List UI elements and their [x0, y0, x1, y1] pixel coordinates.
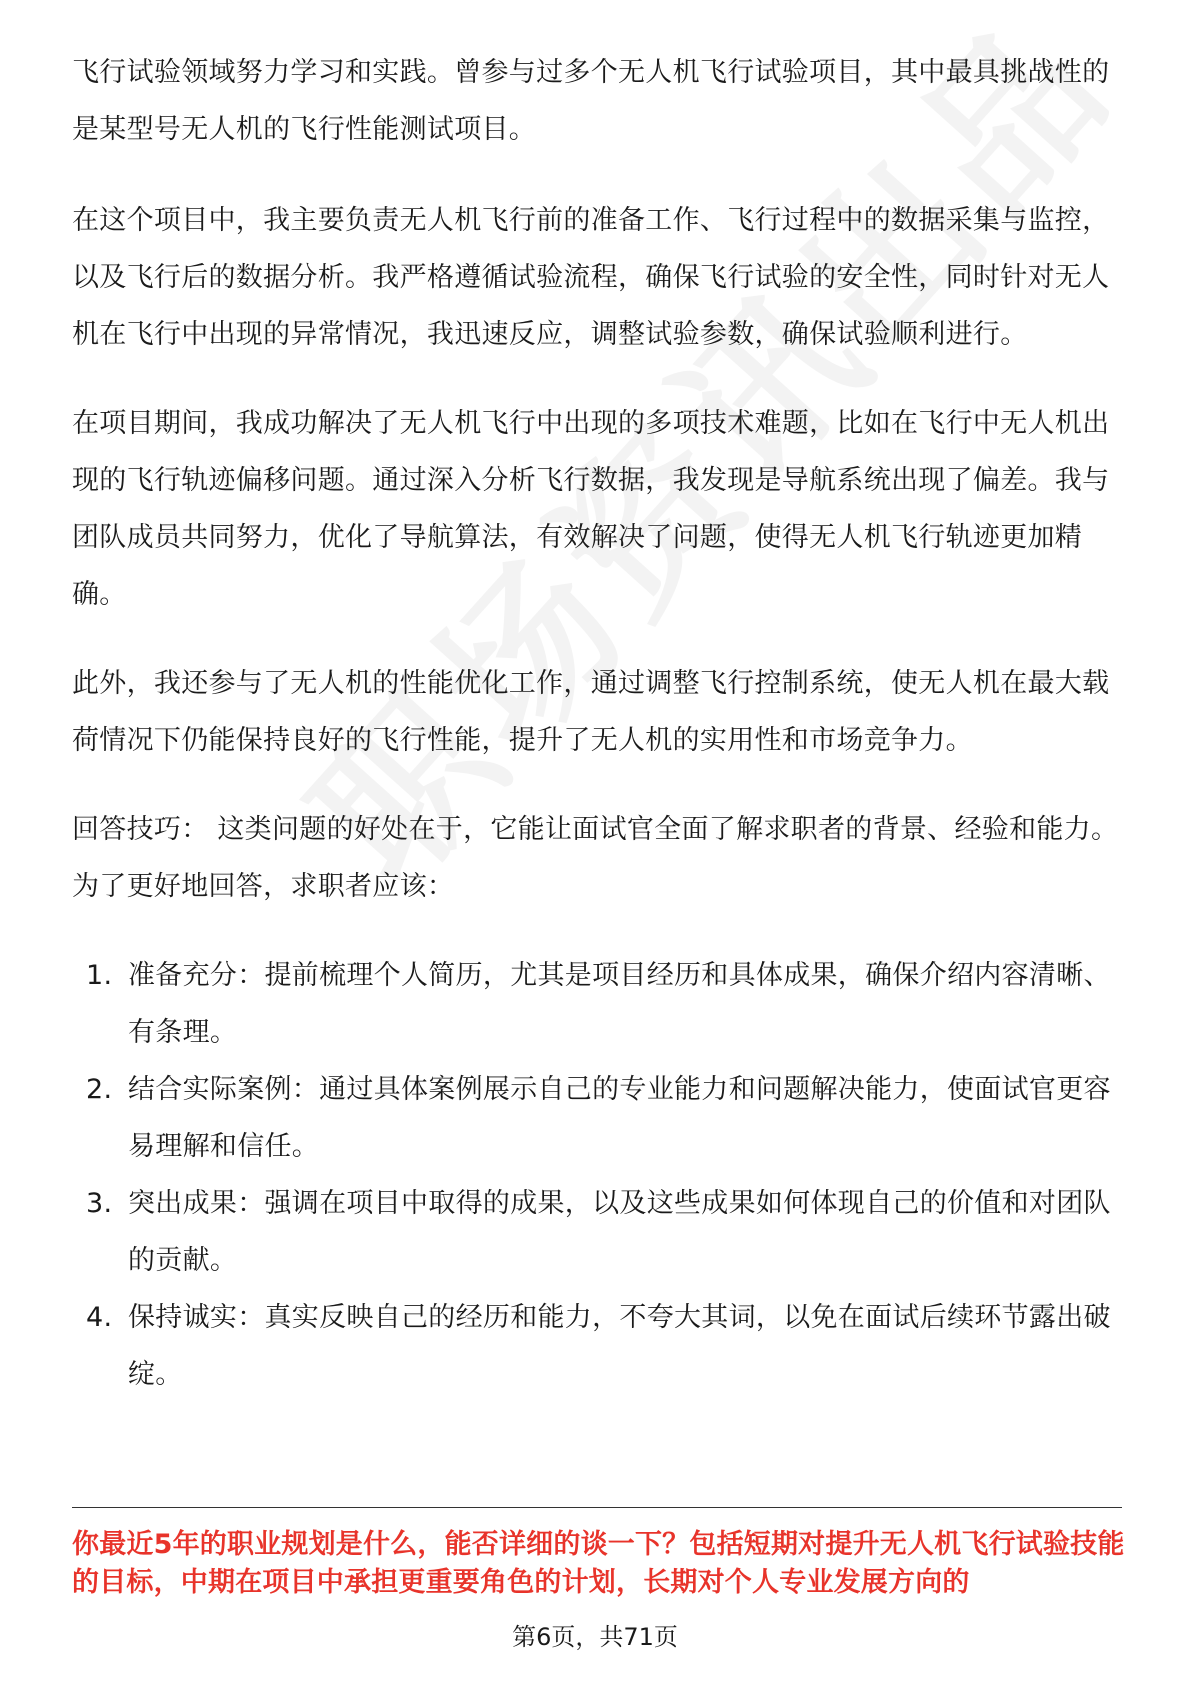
list-item-number: 2.	[86, 1074, 113, 1105]
page-content	[72, 44, 1132, 1403]
section-divider	[72, 1507, 1122, 1508]
list-item-number: 1.	[86, 960, 113, 991]
list-item-number: 4.	[86, 1302, 113, 1333]
list-item-text: 准备充分：提前梳理个人简历，尤其是项目经历和具体成果，确保介绍内容清晰、有条理。	[128, 960, 1111, 1048]
list-item	[72, 1061, 1132, 1175]
list-item	[72, 947, 1132, 1061]
tips-list	[72, 947, 1132, 1403]
list-item	[72, 1289, 1132, 1403]
paragraph-technical-problems: 在项目期间，我成功解决了无人机飞行中出现的多项技术难题，比如在飞行中无人机出现的飞行轨迹偏移问题。通过深入分析飞行数据，我发现是导航系统出现了偏差。我与团队成员共同努力，优化了导航算法，有效解决了问题，使得无人机飞行轨迹更加精确。	[72, 408, 1110, 610]
paragraph-responsibilities: 在这个项目中，我主要负责无人机飞行前的准备工作、飞行过程中的数据采集与监控，以及飞行后的数据分析。我严格遵循试验流程，确保飞行试验的安全性，同时针对无人机在飞行中出现的异常情况，我迅速反应，调整试验参数，确保试验顺利进行。	[72, 205, 1110, 350]
list-item-text: 保持诚实：真实反映自己的经历和能力，不夸大其词，以免在面试后续环节露出破绽。	[128, 1302, 1111, 1390]
paragraph-answer-tips: 回答技巧： 这类问题的好处在于，它能让面试官全面了解求职者的背景、经验和能力。为了更好地回答，求职者应该：	[72, 814, 1119, 902]
paragraph-experience-intro: 飞行试验领域努力学习和实践。曾参与过多个无人机飞行试验项目，其中最具挑战性的是某型号无人机的飞行性能测试项目。	[72, 57, 1110, 145]
next-question-heading: 你最近5年的职业规划是什么，能否详细的谈一下？包括短期对提升无人机飞行试验技能的目标，中期在项目中承担更重要角色的计划，长期对个人专业发展方向的	[72, 1529, 1125, 1598]
list-item	[72, 1175, 1132, 1289]
list-item-number: 3.	[86, 1188, 113, 1219]
list-item-text: 结合实际案例：通过具体案例展示自己的专业能力和问题解决能力，使面试官更容易理解和信任。	[128, 1074, 1111, 1162]
page-number: 第6页，共71页	[512, 1623, 678, 1651]
list-item-text: 突出成果：强调在项目中取得的成果，以及这些成果如何体现自己的价值和对团队的贡献。	[128, 1188, 1111, 1276]
paragraph-performance-optimization: 此外，我还参与了无人机的性能优化工作，通过调整飞行控制系统，使无人机在最大载荷情况下仍能保持良好的飞行性能，提升了无人机的实用性和市场竞争力。	[72, 668, 1110, 756]
